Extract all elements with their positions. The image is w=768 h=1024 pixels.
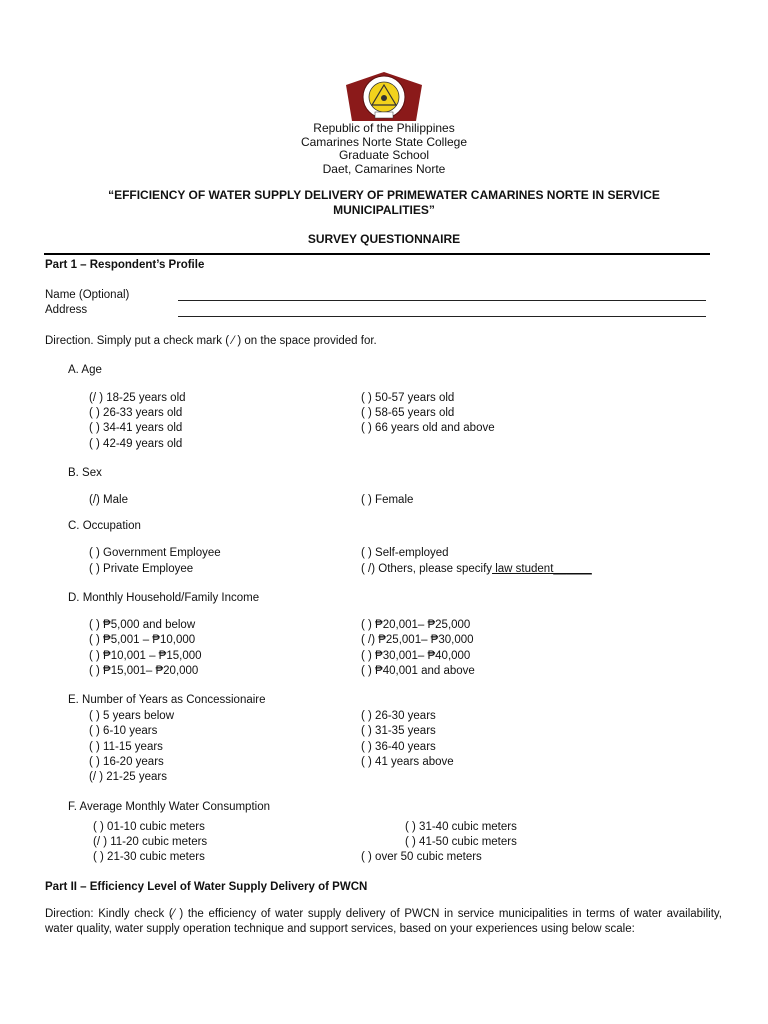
header-divider: [44, 253, 710, 255]
consumption-option[interactable]: ( ) 31-40 cubic meters: [405, 821, 517, 833]
consumption-option[interactable]: ( ) over 50 cubic meters: [361, 851, 482, 863]
institution-header: [0, 122, 768, 176]
part1-direction: Direction. Simply put a check mark ( ⁄ ) on the space provided for.: [45, 335, 377, 347]
section-age-label: A. Age: [68, 364, 102, 376]
income-option[interactable]: ( ) ₱40,001 and above: [361, 665, 475, 677]
survey-heading: SURVEY QUESTIONNAIRE: [307, 232, 461, 246]
consumption-option[interactable]: ( ) 21-30 cubic meters: [93, 851, 205, 863]
section-income-label: D. Monthly Household/Family Income: [68, 592, 260, 604]
age-option[interactable]: ( ) 42-49 years old: [89, 438, 183, 450]
research-title: “EFFICIENCY OF WATER SUPPLY DELIVERY OF PRIMEWATER CAMARINES NORTE IN SERVICE MUNICIPALITIES”: [108, 188, 660, 217]
section-years-label: E. Number of Years as Concessionaire: [68, 694, 266, 706]
others-specify-value[interactable]: law student______: [492, 563, 592, 575]
part1-heading: Part 1 – Respondent’s Profile: [45, 259, 205, 271]
income-option[interactable]: ( ) ₱5,000 and below: [89, 619, 196, 631]
header-line-republic: Republic of the Philippines: [313, 121, 455, 135]
years-option[interactable]: ( ) 41 years above: [361, 756, 454, 768]
income-option[interactable]: ( ) ₱5,001 – ₱10,000: [89, 634, 196, 646]
income-option[interactable]: ( ) ₱30,001– ₱40,000: [361, 650, 471, 662]
header-line-college: Camarines Norte State College: [300, 134, 468, 149]
occupation-option[interactable]: ( ) Private Employee: [89, 563, 194, 575]
occupation-option[interactable]: ( ) Government Employee: [89, 547, 221, 559]
others-prefix: ( /) Others, please specify: [361, 563, 493, 575]
income-option[interactable]: ( /) ₱25,001– ₱30,000: [361, 634, 474, 646]
years-option[interactable]: ( ) 6-10 years: [89, 725, 158, 737]
years-option[interactable]: ( ) 26-30 years: [361, 710, 436, 722]
part2-direction: Direction: Kindly check (⁄ ) the efficiency of water supply delivery of PWCN in service municipalities in terms of water availability, water quality, water supply operation technique and support services, based on your experiences using below scale:: [45, 908, 722, 935]
college-seal-logo: [344, 71, 424, 123]
income-option[interactable]: ( ) ₱15,001– ₱20,000: [89, 665, 199, 677]
years-option[interactable]: ( ) 36-40 years: [361, 741, 436, 753]
occupation-option[interactable]: ( ) Self-employed: [361, 547, 449, 559]
sex-option-female[interactable]: ( ) Female: [361, 494, 414, 506]
consumption-option[interactable]: ( ) 01-10 cubic meters: [93, 821, 205, 833]
address-input-line[interactable]: [178, 316, 706, 317]
part2-heading: Part II – Efficiency Level of Water Supply Delivery of PWCN: [45, 881, 368, 893]
consumption-option[interactable]: (/ ) 11-20 cubic meters: [93, 836, 208, 848]
age-option[interactable]: ( ) 34-41 years old: [89, 422, 183, 434]
income-option[interactable]: ( ) ₱10,001 – ₱15,000: [89, 650, 202, 662]
section-consumption-label: F. Average Monthly Water Consumption: [68, 801, 270, 813]
years-option[interactable]: ( ) 11-15 years: [89, 741, 163, 753]
section-sex-label: B. Sex: [68, 467, 102, 479]
age-option[interactable]: ( ) 26-33 years old: [89, 407, 183, 419]
age-option[interactable]: ( ) 66 years old and above: [361, 422, 495, 434]
years-option[interactable]: ( ) 5 years below: [89, 710, 175, 722]
address-label: Address: [45, 304, 88, 316]
name-input-line[interactable]: [178, 300, 706, 301]
years-option[interactable]: ( ) 16-20 years: [89, 756, 164, 768]
name-label: Name (Optional): [45, 289, 130, 301]
section-occupation-label: C. Occupation: [68, 520, 141, 532]
header-line-school: Graduate School: [338, 148, 430, 162]
age-option[interactable]: ( ) 50-57 years old: [361, 392, 455, 404]
occupation-option-others[interactable]: [361, 563, 592, 575]
sex-option-male[interactable]: (/) Male: [89, 494, 128, 506]
age-option[interactable]: ( ) 58-65 years old: [361, 407, 455, 419]
header-line-address: Daet, Camarines Norte: [322, 161, 446, 176]
consumption-option[interactable]: ( ) 41-50 cubic meters: [405, 836, 517, 848]
years-option[interactable]: ( ) 31-35 years: [361, 725, 436, 737]
years-option[interactable]: (/ ) 21-25 years: [89, 771, 167, 783]
income-option[interactable]: ( ) ₱20,001– ₱25,000: [361, 619, 471, 631]
age-option[interactable]: (/ ) 18-25 years old: [89, 392, 186, 404]
